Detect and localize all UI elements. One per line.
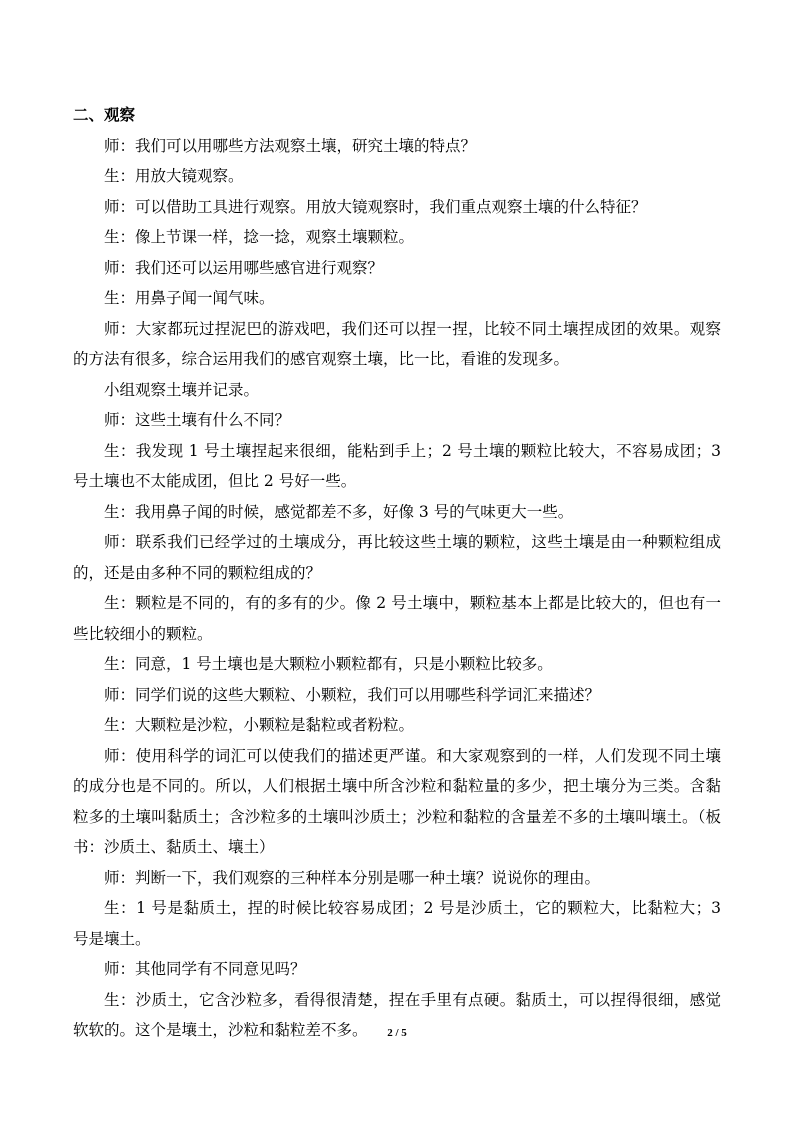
paragraph-4: 生：像上节课一样，捻一捻，观察土壤颗粒。	[104, 228, 415, 246]
paragraph-7: 师：大家都玩过捏泥巴的游戏吧，我们还可以捏一捏，比较不同土壤捏成团的效果。观察的方法有很多，综合运用我们的感官观察土壤，比一比，看谁的发现多。	[73, 319, 721, 368]
paragraph-17: 师：使用科学的词汇可以使我们的描述更严谨。和大家观察到的一样，人们发现不同土壤的成分也是不同的。所以，人们根据土壤中所含沙粒和黏粒量的多少，把土壤分为三类。含黏粒多的土壤叫黏质土；含沙粒多的土壤叫沙质土；沙粒和黏粒的含量差不多的土壤叫壤土。（板书：沙质土、黏质土、壤土）	[73, 746, 721, 856]
paragraph-13: 生：颗粒是不同的，有的多有的少。像 2 号土壤中，颗粒基本上都是比较大的，但也有一些比较细小的颗粒。	[73, 594, 721, 643]
paragraph-16: 生：大颗粒是沙粒，小颗粒是黏粒或者粉粒。	[104, 716, 415, 734]
paragraph-1: 师：我们可以用哪些方法观察土壤，研究土壤的特点？	[104, 136, 477, 155]
paragraph-5: 师：我们还可以运用哪些感官进行观察？	[104, 258, 384, 277]
paragraph-2: 生：用放大镜观察。	[104, 167, 244, 185]
paragraph-8: 小组观察土壤并记录。	[104, 380, 260, 399]
paragraph-14: 生：同意，1 号土壤也是大颗粒小颗粒都有，只是小颗粒比较多。	[104, 655, 553, 673]
paragraph-11: 生：我用鼻子闻的时候，感觉都差不多，好像 3 号的气味更大一些。	[104, 502, 574, 521]
paragraph-3: 师：可以借助工具进行观察。用放大镜观察时，我们重点观察土壤的什么特征？	[104, 197, 647, 216]
paragraph-19: 生：1 号是黏质土，捏的时候比较容易成团；2 号是沙质土，它的颗粒大，比黏粒大；3 号是壤土。	[73, 899, 726, 948]
paragraph-10: 生：我发现 1 号土壤捏起来很细，能粘到手上；2 号土壤的颗粒比较大，不容易成团；3 号土壤也不太能成团，但比 2 号好一些。	[73, 441, 726, 490]
section-heading: 二、观察	[73, 105, 136, 124]
paragraph-20: 师：其他同学有不同意见吗？	[104, 960, 306, 978]
paragraph-18: 师：判断一下，我们观察的三种样本分别是哪一种土壤？说说你的理由。	[104, 868, 601, 887]
page-number: 2 / 5	[387, 1027, 407, 1039]
document-body	[73, 100, 726, 1046]
paragraph-15: 师：同学们说的这些大颗粒、小颗粒，我们可以用哪些科学词汇来描述？	[104, 685, 601, 704]
paragraph-12: 师：联系我们已经学过的土壤成分，再比较这些土壤的颗粒，这些土壤是由一种颗粒组成的，还是由多种不同的颗粒组成的？	[73, 533, 721, 582]
paragraph-9: 师：这些土壤有什么不同？	[104, 411, 291, 429]
paragraph-6: 生：用鼻子闻一闻气味。	[104, 289, 275, 307]
paragraph-21: 生：沙质土，它含沙粒多，看得很清楚，捏在手里有点硬。黏质土，可以捏得很细，感觉软软的。这个是壤土，沙粒和黏粒差不多。	[73, 990, 721, 1039]
